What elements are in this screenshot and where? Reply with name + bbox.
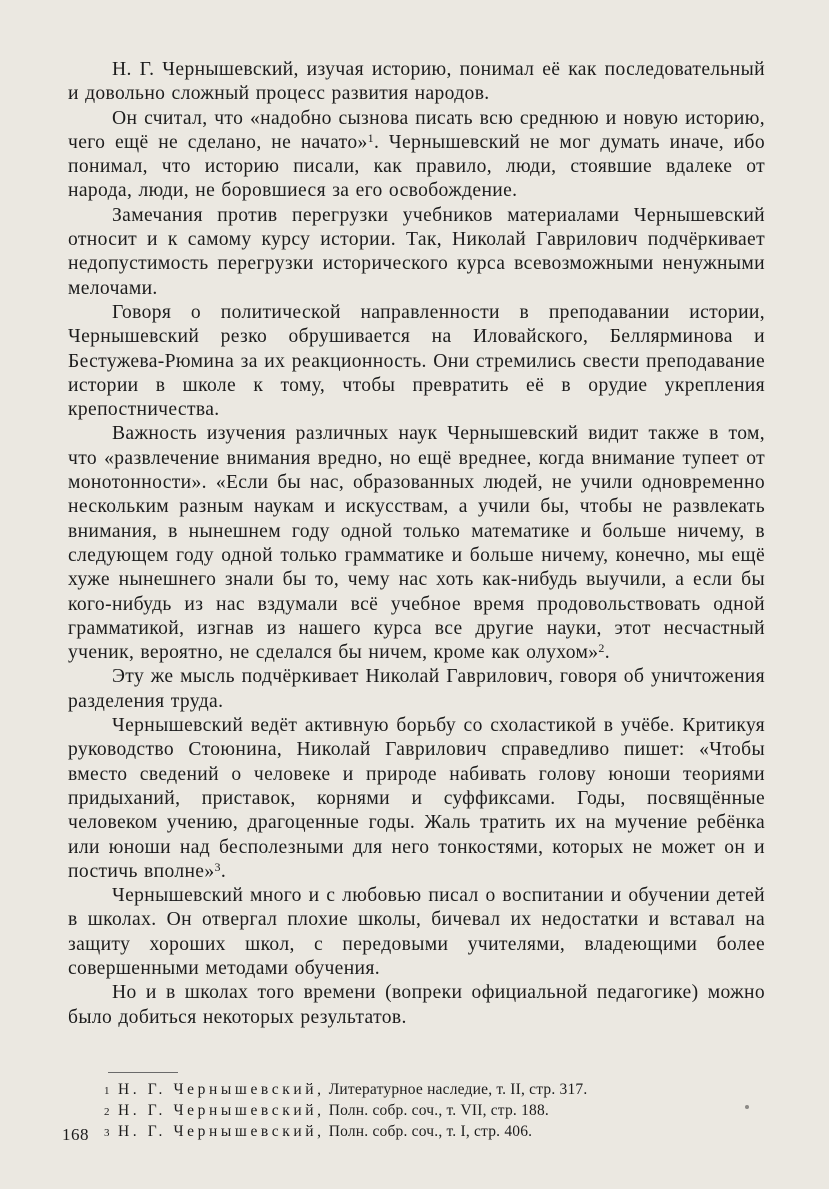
footnote-author: Н. Г. Чернышевский,: [118, 1102, 325, 1119]
page-number: 168: [62, 1125, 89, 1144]
footnote-source: Полн. собр. соч., т. I, стр. 406.: [328, 1123, 533, 1140]
paragraph: Но и в школах того времени (вопреки официальной педагогике) можно было добиться некоторых результатов.: [68, 982, 765, 1028]
paragraph: Говоря о политической направленности в преподавании истории, Чернышевский резко обрушивается на Иловайского, Беллярминова и Бестужева-Рюмина за их реакционность. Они стремились свести преподавание истории в школе к тому, чтобы превратить её в орудие укрепления крепостничества.: [68, 301, 765, 421]
paragraph: Он считал, что «надобно сызнова писать всю среднюю и новую историю, чего ещё не сделано, не начато»$^1$. Чернышевский не мог думать иначе, ибо понимал, что историю писали, как правило, люди, стоявшие вдалеке от народа, люди, не боровшиеся за его освобождение.: [68, 107, 765, 202]
footnote: [104, 1122, 744, 1143]
footnotes: [104, 1080, 744, 1143]
footnote-author: Н. Г. Чернышевский,: [118, 1123, 325, 1140]
footnote-ref: 1: [367, 130, 374, 145]
paragraph: Эту же мысль подчёркивает Николай Гаврилович, говоря об уничтожения разделения труда.: [68, 666, 765, 712]
paragraph: Чернышевский много и с любовью писал о воспитании и обучении детей в школах. Он отвергал плохие школы, бичевал их недостатки и вставал на защиту хороших школ, с передовыми учителями, владеющими более совершенными методами обучения.: [68, 885, 765, 979]
footnote-mark: 3: [104, 1127, 110, 1139]
paragraph: Чернышевский ведёт активную борьбу со схоластикой в учёбе. Критикуя руководство Стоюнина, Николай Гаврилович справедливо пишет: «Чтобы вместо сведений о человеке и природе набивать голову юноши теориями придыханий, приставок, корнями и суффиксами. Годы, посвящённые человеком учению, драгоценные годы. Жаль тратить их на мучение ребёнка или юноши над бесполезными для него тонкостями, которых не может он и постичь вполне»$^3$.: [68, 715, 765, 882]
print-speck: [745, 1105, 749, 1109]
paragraph: Замечания против перегрузки учебников материалами Чернышевский относит и к самому курсу истории. Так, Николай Гаврилович подчёркивает недопустимость перегрузки исторического курса всевозможными ненужными мелочами.: [68, 204, 765, 299]
paragraph: Н. Г. Чернышевский, изучая историю, понимал её как последовательный и довольно сложный процесс развития народов.: [68, 59, 765, 105]
footnote-author: Н. Г. Чернышевский,: [118, 1081, 325, 1098]
footnote-source: Литературное наследие, т. II, стр. 317.: [328, 1081, 588, 1098]
footnote-divider: [108, 1072, 178, 1073]
footnote-mark: 2: [104, 1106, 110, 1118]
footnote-ref: 2: [598, 641, 605, 656]
footnote-mark: 1: [104, 1085, 110, 1097]
footnote-ref: 3: [214, 859, 221, 874]
footnote-source: Полн. собр. соч., т. VII, стр. 188.: [328, 1102, 549, 1119]
paragraph: Важность изучения различных наук Чернышевский видит также в том, что «развлечение внимания вредно, но ещё вреднее, когда внимание тупеет от монотонности». «Если бы нас, образованных людей, не учили одновременно нескольким разным наукам и искусствам, а учили бы, чтобы не развлекать внимания, в нынешнем году одной только математике и больше ничему, в следующем году одной только грамматике и больше ничему, конечно, мы ещё хуже нынешнего знали бы то, чему нас хоть как-нибудь выучили, а если бы кого-нибудь из нас вздумали всё учебное время продовольствовать одной грамматикой, изгнав из нашего курса все другие науки, этот несчастный ученик, вероятно, не сделался бы ничем, кроме как олухом»$^2$.: [68, 423, 765, 664]
footnote: [104, 1101, 744, 1122]
footnote: [104, 1080, 744, 1101]
body-text: [68, 58, 765, 1030]
